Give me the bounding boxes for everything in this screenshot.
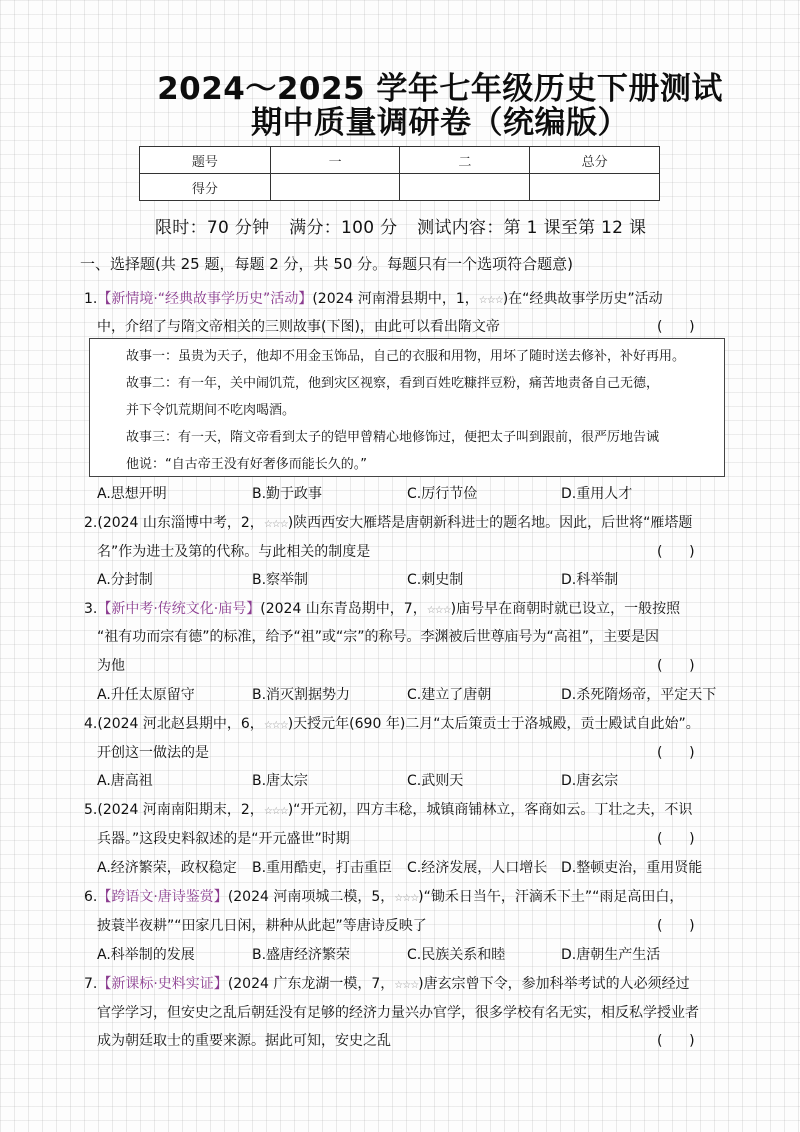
question-number: 5. (84, 802, 98, 818)
question-source: (2024 山东淄博中考，2， (97, 515, 264, 531)
question-number: 1. (84, 291, 98, 307)
option-c[interactable]: C.厉行节俭 (407, 486, 478, 502)
question-text: )天授元年(690 年)二月“太后策贡士于洛城殿，贡士殿试自此始”。 (287, 716, 700, 732)
option-d[interactable]: D.科举制 (561, 572, 619, 588)
score-cell-part2: 二 (400, 147, 530, 174)
question-text: )在“经典故事学历史”活动 (502, 291, 663, 307)
question-1-line2: 中，介绍了与隋文帝相关的三则故事(下图)，由此可以看出隋文帝 (97, 319, 500, 335)
score-cell-label: 得分 (140, 174, 271, 201)
story-two: 故事二：有一年，关中闹饥荒，他到灾区视察，看到百姓吃糠拌豆粉，痛苦地责备自己无德， (126, 376, 660, 391)
question-source: (2024 河南滑县期中，1， (312, 291, 479, 307)
score-table (139, 146, 660, 201)
option-a[interactable]: A.升任太原留守 (97, 687, 195, 703)
option-b[interactable]: B.唐太宗 (252, 773, 309, 789)
question-3-line1 (84, 600, 680, 620)
difficulty-stars-icon: ☆☆☆ (263, 519, 288, 530)
score-cell-label: 题号 (140, 147, 271, 174)
option-d[interactable]: D.重用人才 (561, 486, 633, 502)
question-4-line2: 开创这一做法的是 (97, 745, 209, 761)
option-c[interactable]: C.武则天 (407, 773, 464, 789)
option-a[interactable]: A.科举制的发展 (97, 947, 195, 963)
option-b[interactable]: B.盛唐经济繁荣 (252, 947, 351, 963)
difficulty-stars-icon: ☆☆☆ (394, 980, 419, 991)
question-source: (2024 河南南阳期末，2， (97, 802, 264, 818)
option-c[interactable]: C.建立了唐朝 (407, 687, 492, 703)
test-scope: 测试内容：第 1 课至第 12 课 (417, 218, 647, 238)
question-2-line2: 名”作为进士及第的代称。与此相关的制度是 (97, 544, 371, 560)
question-6-line2: 披蓑半夜耕”“田家几日闲，耕种从此起”等唐诗反映了 (97, 918, 427, 934)
score-input-part1[interactable] (270, 174, 400, 201)
score-cell-part1: 一 (270, 147, 400, 174)
question-4-line1 (84, 715, 700, 735)
story-box (89, 338, 725, 477)
option-a[interactable]: A.唐高祖 (97, 773, 153, 789)
question-text: )“锄禾日当午，汗滴禾下土”“雨足高田白， (418, 889, 684, 905)
answer-blank[interactable]: ( ) (657, 831, 695, 847)
question-tag: 【跨语文·唐诗鉴赏】 (97, 889, 228, 905)
question-source: (2024 广东龙湖一模，7， (227, 976, 395, 992)
question-7-line2: 官学学习，但安史之乱后朝廷没有足够的经济力量兴办官学，很多学校有名无实，相反私学授业者 (97, 1005, 699, 1021)
option-d[interactable]: D.杀死隋炀帝，平定天下 (561, 687, 717, 703)
question-tag: 【新课标·史料实证】 (97, 976, 228, 992)
question-source: (2024 河南项城二模，5， (227, 889, 395, 905)
question-number: 3. (84, 601, 98, 617)
exam-title-line2: 期中质量调研卷（统编版） (251, 105, 629, 141)
question-5-line1 (84, 801, 692, 821)
question-text: )唐玄宗曾下令，参加科举考试的人必须经过 (418, 976, 690, 992)
score-input-part2[interactable] (400, 174, 530, 201)
answer-blank[interactable]: ( ) (657, 745, 695, 761)
answer-blank[interactable]: ( ) (657, 918, 695, 934)
question-text: )“开元初，四方丰稔，城镇商铺林立，客商如云。丁壮之夫，不识 (287, 802, 693, 818)
answer-blank[interactable]: ( ) (657, 319, 695, 335)
option-a[interactable]: A.分封制 (97, 572, 153, 588)
difficulty-stars-icon: ☆☆☆ (426, 605, 451, 616)
question-2-line1 (84, 514, 692, 534)
question-5-line2: 兵器。”这段史料叙述的是“开元盛世”时期 (97, 831, 350, 847)
question-text: )陕西西安大雁塔是唐朝新科进士的题名地。因此，后世将“雁塔题 (287, 515, 693, 531)
question-7-line3: 成为朝廷取士的重要来源。据此可知，安史之乱 (97, 1033, 391, 1049)
option-b[interactable]: B.消灭割据势力 (252, 687, 351, 703)
score-table-score-row (140, 174, 660, 201)
question-1-line1 (84, 290, 663, 310)
question-number: 6. (84, 889, 98, 905)
answer-blank[interactable]: ( ) (657, 1033, 695, 1049)
story-three-cont: 他说：“自古帝王没有好奢侈而能长久的。” (126, 457, 367, 472)
option-d[interactable]: D.唐朝生产生活 (561, 947, 661, 963)
question-3-line2: “祖有功而宗有德”的标准，给予“祖”或“宗”的称号。李渊被后世尊庙号为“高祖”，主要是因 (97, 629, 660, 645)
time-limit: 限时：70 分钟 (155, 218, 270, 238)
question-source: (2024 山东青岛期中，7， (260, 601, 427, 617)
difficulty-stars-icon: ☆☆☆ (478, 295, 503, 306)
difficulty-stars-icon: ☆☆☆ (394, 893, 419, 904)
question-number: 2. (84, 515, 98, 531)
question-number: 4. (84, 716, 98, 732)
option-b[interactable]: B.察举制 (252, 572, 309, 588)
option-c[interactable]: C.经济发展，人口增长 (407, 860, 548, 876)
option-b[interactable]: B.勤于政事 (252, 486, 323, 502)
difficulty-stars-icon: ☆☆☆ (263, 806, 288, 817)
question-3-line3: 为他 (97, 658, 125, 674)
score-table-header-row (140, 147, 660, 174)
option-c[interactable]: C.民族关系和睦 (407, 947, 506, 963)
question-source: (2024 河北赵县期中，6， (97, 716, 264, 732)
question-tag: 【新中考·传统文化·庙号】 (97, 601, 261, 617)
option-d[interactable]: D.唐玄宗 (561, 773, 619, 789)
question-text: )庙号早在商朝时就已设立，一般按照 (450, 601, 681, 617)
full-score: 满分：100 分 (289, 218, 398, 238)
exam-meta (155, 213, 660, 238)
option-a[interactable]: A.经济繁荣，政权稳定 (97, 860, 237, 876)
story-one: 故事一：虽贵为天子，他却不用金玉饰品，自己的衣服和用物，用坏了随时送去修补，补好再用。 (126, 349, 686, 364)
score-cell-total: 总分 (530, 147, 660, 174)
option-b[interactable]: B.重用酷吏，打击重臣 (252, 860, 393, 876)
option-a[interactable]: A.思想开明 (97, 486, 167, 502)
question-6-line1 (84, 888, 683, 908)
question-tag: 【新情境·“经典故事学历史”活动】 (97, 291, 313, 307)
question-7-line1 (84, 975, 690, 995)
answer-blank[interactable]: ( ) (657, 658, 695, 674)
score-input-total[interactable] (530, 174, 660, 201)
section-title: 一、选择题(共 25 题，每题 2 分，共 50 分。每题只有一个选项符合题意) (80, 255, 574, 273)
exam-title-line1: 2024～2025 学年七年级历史下册测试 (157, 71, 723, 107)
difficulty-stars-icon: ☆☆☆ (263, 720, 288, 731)
option-d[interactable]: D.整顿吏治，重用贤能 (561, 860, 703, 876)
question-number: 7. (84, 976, 98, 992)
story-two-cont: 并下令饥荒期间不吃肉喝酒。 (126, 403, 296, 418)
story-three: 故事三：有一天，隋文帝看到太子的铠甲曾精心地修饰过，便把太子叫到跟前，很严厉地告诫 (126, 430, 660, 445)
option-c[interactable]: C.刺史制 (407, 572, 464, 588)
answer-blank[interactable]: ( ) (657, 544, 695, 560)
